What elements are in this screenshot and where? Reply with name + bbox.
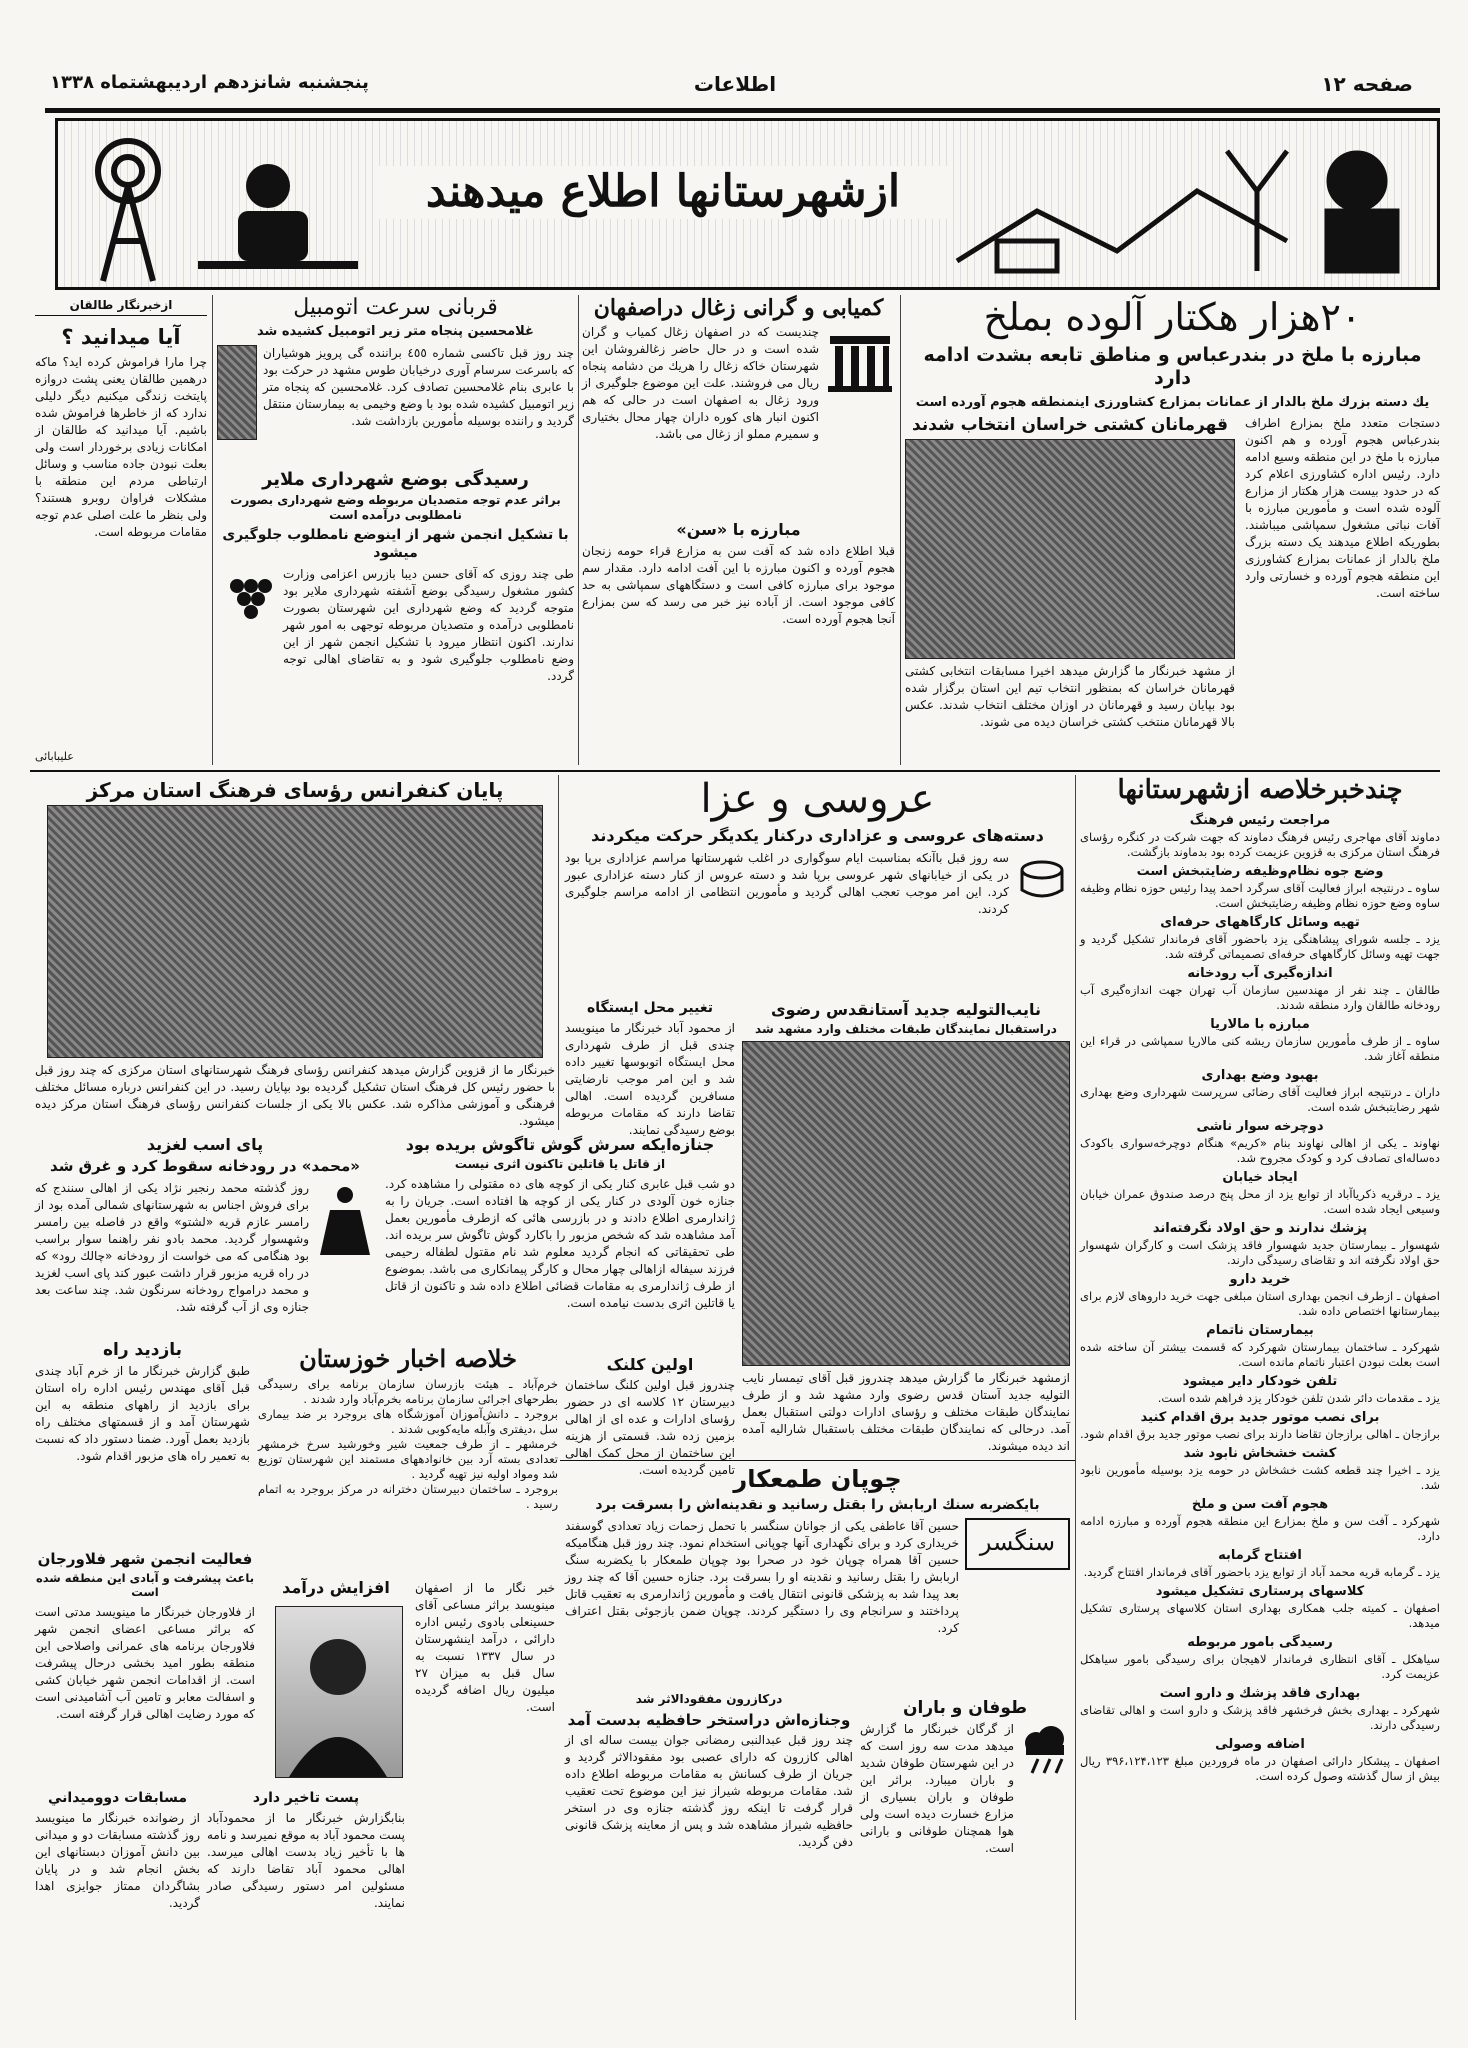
horse-section: [35, 1135, 375, 1335]
khuzestan-list: [258, 1377, 558, 1512]
summary-item-title: بهداری فاقد پزشك و دارو است: [1159, 1686, 1361, 1702]
page-number: صفحه ۱۲: [1321, 72, 1413, 96]
summary-item: [1080, 1169, 1440, 1217]
summary-item-body: دماوند آقای مهاجری رئیس فرهنگ دماوند که جهت شرکت در کنگره رؤسای فرهنگ استان مرکزی به قزوین عزیمت کرده بود بدماوند بازگشت.: [1080, 830, 1440, 860]
summary-item-body: شهرکرد ـ بهداری بخش فرخشهر فاقد پزشک و دارو است و اهالی تقاضای رسیدگی دارند.: [1080, 1703, 1440, 1733]
summary-item: [1080, 1067, 1440, 1115]
astan-subhead: دراستقبال نمایندگان طبقات مختلف وارد مشهد شد: [755, 1022, 1057, 1037]
grapes-icon: [217, 566, 277, 626]
summary-item: [1080, 914, 1440, 962]
kolang-section: [565, 1355, 735, 1478]
shepherd-section: [565, 1465, 1070, 1687]
conference-section: [35, 778, 555, 1130]
summary-item: [1080, 965, 1440, 1013]
corpse-subhead: از قاتل یا قاتلین تاکنون اثری نیست: [454, 1157, 666, 1172]
income-headline: افزایش درآمد: [282, 1578, 390, 1597]
kazerun-kicker: درکازرون مفقودالاثر شد: [635, 1692, 783, 1706]
malayer-subhead-2: با تشکیل انجمن شهر از اینوضع نامطلوب جلوگیری میشود: [222, 527, 569, 561]
khuzestan-item: خرم‌آباد ـ هیئت بازرسان سازمان برنامه برای رسیدگی بطرحهای اجرائی سازمان برنامه بخرم‌آباد وارد شدند .: [258, 1376, 558, 1406]
portrait-icon: [274, 1607, 402, 1777]
locust-subhead-2: یك دسته بزرك ملخ بالدار از عمانات بمزارع کشاورزی اینمنطقه هجوم آورده است: [915, 395, 1430, 411]
summary-item-title: بهبود وضع بهداری: [1201, 1068, 1319, 1084]
athletics-headline: مسابقات دووميداني: [48, 1790, 187, 1806]
wrestlers-photo: [905, 439, 1235, 659]
corpse-headline: جنازه‌ایکه سرش گوش تاگوش بریده بود: [405, 1135, 715, 1154]
post-body: بنابگزارش خبرنگار ما از محمودآباد پست محمود آباد به موقع نمیرسد و نامه ها با تأخیر زیاد بدست اهالی میرسد. اهالی محمود آباد تقاضا دارند که مسئولین امر دستور رسیدگی صادر نمایند.: [207, 1810, 405, 1910]
post-headline: پست تاخیر دارد: [252, 1790, 360, 1806]
summary-item-body: طالقان ـ چند نفر از مهندسین سازمان آب تهران جهت اندازه‌گیری آب رودخانه طالقان وارد منطقه شدند.: [1080, 983, 1440, 1013]
wrestling-headline: قهرمانان کشتی خراسان انتخاب شدند: [912, 415, 1228, 436]
summary-item-title: تلفن خودکار دایر میشود: [1182, 1374, 1338, 1390]
row-divider: [30, 770, 1440, 772]
summary-item-body: شهرکرد ـ آفت سن و ملخ بمزارع این منطقه هجوم آورده و مبارزه ادامه دارد.: [1080, 1514, 1440, 1544]
corpse-section: [385, 1135, 735, 1350]
summary-item-title: مبارزه با مالاریا: [1210, 1017, 1310, 1033]
storm-section: [860, 1698, 1070, 2014]
storm-body: از گرگان خبرنگار ما گزارش میدهد مدت سه روز است که در این شهرستان طوفان شدید و باران میبارد. براثر این طوفان و باران بسیاری از مزارع خسارت دیده است ولی هوا همچنان طوفانی و بارانی است.: [860, 1722, 1014, 1856]
malayer-headline: رسیدگی بوضع شهرداری ملایر: [262, 468, 529, 490]
summary-item-body: اصفهان ـ پیشکار دارائی اصفهان در ماه فروردین مبلغ ۳۹۶،۱۲۴،۱۲۳ ریال بیش از سال گذشته وصول کرده است.: [1080, 1754, 1440, 1784]
conference-headline: پایان کنفرانس رؤسای فرهنگ استان مرکز: [86, 778, 504, 802]
summary-item: [1080, 1685, 1440, 1733]
summary-item-title: بیمارستان ناتمام: [1206, 1323, 1314, 1339]
summary-item-body: سیاهکل ـ آقای انتظاری فرماندار لاهیجان برای رسیدگی بامور سیاهکل عزیمت کرد.: [1080, 1652, 1440, 1682]
summary-item-body: اصفهان ـ ازطرف انجمن بهداری استان مبلغی جهت خرید داروهای لازم برای بیمارستانها اختصاص داده شد.: [1080, 1289, 1440, 1319]
car-section: [217, 295, 574, 765]
summary-item-body: یزد ـ مقدمات دائر شدن تلفن خودکار یزد فراهم شده است.: [1157, 1391, 1440, 1406]
summary-item-body: برازجان ـ اهالی برازجان تقاضا دارند برای نصب موتور جدید برق اقدام شود.: [1080, 1427, 1440, 1442]
locust-headline: ۲۰هزار هکتار آلوده بملخ: [983, 295, 1362, 339]
astan-photo: [742, 1041, 1070, 1366]
horse-subhead: «محمد» در رودخانه سقوط کرد و غرق شد: [50, 1157, 360, 1176]
shepherd-headline: چوپان طمعکار: [733, 1465, 902, 1493]
issue-date: پنجشنبه شانزدهم اردیبهشتماه ۱۳۳۸: [50, 72, 369, 93]
summary-item-title: رسیدگی بامور مربوطه: [1187, 1635, 1333, 1651]
radio-tower-icon: [68, 131, 188, 281]
malayer-body: طی چند روزی که آقای حسن دیبا بازرس اعزامی وزارت کشور مشغول رسیدگی بوضع آشفته شهرداری ملایر بود متوجه گردید که وضع شهرداری این شهرستان بصورت نامطلوبی درآمده و متصدیان مربوطه توجهی به امور شهر ندارند. اکنون انتظار میرود با تشکیل انجمن شهر از این وضع نامطلوب جلوگیری شود و به تقاضای اهالی توجه گردد.: [283, 567, 574, 684]
summary-item: [1080, 1271, 1440, 1319]
station-headline: تغییر محل ایستگاه: [587, 1000, 713, 1016]
taleghan-body: چرا مارا فراموش کرده اید؟ ماکه درهمین طالقان یعنی پشت دروازه پایتخت زندگی میکنیم دیگر دلیلی ندارد که از خاطرها فراموش شده باشیم. آیا میدانید که طالقان از امکانات زیادی برخوردار است ولی بعلت نبودن جاده مناسب و وسائل ارتباطی مردم این منطقه با مشکلات فراوان روبرو هستند؟ ولی بنظر ما علت اصلی عدم توجه مقامات مربوطه است.: [35, 354, 207, 539]
taleghan-signature: علیبابائی: [35, 750, 74, 763]
horse-body: روز گذشته محمد رنجبر نژاد یکی از اهالی سنندج که برای فروش اجناس به شهرستانهای شمالی آمده بود از رامسر عازم قریه «لشتو» واقع در فاصله بین رامسر وشهسوار گردید. محمد بادو نفر راهنما سوار براسب بود هنگامی که می خواست از رودخانه «چالك رود» که در راه قریه مزبور قرار داشت عبور کند پای اسب لغزید و محمد درامواج رودخانه سرنگون شد. چند ساعت بعد جنازه وی از آب گرفته شد.: [35, 1180, 309, 1314]
summary-item: [1080, 1496, 1440, 1544]
summary-item: [1080, 1220, 1440, 1268]
wedding-section: [565, 775, 1070, 995]
kazerun-headline: وجنازه‌اش دراستخر حافظیه بدست آمد: [567, 1711, 851, 1729]
astan-section: [742, 1000, 1070, 1455]
locust-section: [905, 295, 1440, 765]
taleghan-headline: آیا میدانید ؟: [61, 325, 181, 350]
astan-body: ازمشهد خبرنگار ما گزارش میدهد چندروز قبل آقای تیمسار نایب التولیه جدید آستان قدس رضوی وارد مشهد شد و از طرف نمایندگان طبقات مختلف و رؤسای ادارات دولتی استقبال بعمل آمد. درحالی که نمایندگان طبقات مختلف باستقبال شارالیه آمده اند دیده میشوند.: [742, 1371, 1070, 1453]
summary-item: [1080, 1016, 1440, 1064]
taleghan-section: [35, 298, 207, 765]
summary-item-body: شهسوار ـ بیمارستان جدید شهسوار فاقد پزشک است و کارگران شهسوار حق اولاد نگرفته اند و تقاضای رسیدگی دارند.: [1080, 1238, 1440, 1268]
summary-item: [1080, 1736, 1440, 1784]
kazerun-section: [565, 1692, 853, 2014]
car-headline: قربانی سرعت اتومبیل: [293, 295, 498, 320]
summary-item: [1080, 1409, 1440, 1442]
kazerun-body: چند روز قبل عبدالنبی رمضانی جوان بیست ساله ای از اهالی کازرون که دارای عصبی بود مفقودالاثر گردید و جریان از طرف کسانش به مقامات مربوطه اطلاع داده شد. مقامات مربوطه شیراز نیز این موضوع تحت تعقیب قرار گرفت تا اینکه روز گذشته جنازه وی در استخر حافظیه شیراز مشاهده شد و پس از معاینه پزشک قانونی دفن گردید.: [565, 1733, 853, 1849]
charcoal-headline: کمیابی و گرانی زغال دراصفهان: [593, 295, 884, 321]
summary-item: [1080, 1445, 1440, 1493]
summary-item-body: شهرکرد ـ ساختمان بیمارستان شهرکرد که قسمت بیشتر آن ساخته شده است بعلت نبودن اعتبار ناتمام مانده است.: [1080, 1340, 1440, 1370]
summary-item: [1080, 1634, 1440, 1682]
astan-headline: نایب‌التولیه جدید آستانقدس رضوی: [771, 1000, 1041, 1019]
sunn-body: قبلا اطلاع داده شد که آفت سن به مزارع قراء حومه زنجان هجوم آورده و اکنون مبارزه با این آفت ادامه دارد. مقدار سم موجود برای مبارزه کافی است و دستگاههای سمپاشی به حد کافی موجود است. از آباده نیز خبر می رسد که سن بمزارع آنجا هجوم آورده است.: [582, 543, 895, 626]
drum-icon: [1015, 850, 1070, 905]
summary-item-title: پزشك ندارند و حق اولاد نگرفته‌اند: [1152, 1221, 1368, 1237]
khuzestan-item: بروجرد ـ دانش‌آموزان آموزشگاه های بروجرد بر ضد بیماری سل ،دیفتری وآبله مایه‌کوبی شدند .: [258, 1406, 558, 1436]
telegraph-illustration: [957, 131, 1417, 281]
typist-illustration: [198, 141, 358, 281]
summary-list: [1080, 809, 1440, 2020]
summary-item-body: نهاوند ـ یکی از اهالی نهاوند بنام «کریم» هنگام دوچرخه‌سواری باکودک ده‌ساله‌ای تصادف کرد و کودک مجروح شد.: [1080, 1136, 1440, 1166]
khuzestan-item: بروجرد ـ ساختمان دبیرستان دخترانه در مرکز بروجرد به اتمام رسید .: [258, 1481, 558, 1511]
locust-body: دستجات متعدد ملخ بمزارع اطراف بندرعباس هجوم آورده و هم اکنون مبارزه با ملخ در این منطقه وسیع ادامه دارد. رئیس اداره کشاورزی اعلام کرد که در حدود بیست هزار هکتار از مزارع آلوده شده است و مأمورین مبارزه با آفات نباتی مشغول سمپاشی میباشند. بطوریکه اطلاع میدهند یک دسته بزرگ ملخ بالدار از عمانات بمزارع کشاورزی این منطقه هجوم آورده و خسارتی وارد ساخته است.: [1245, 416, 1440, 601]
khuzestan-item: خرمشهر ـ از طرف جمعیت شیر وخورشید سرخ خرمشهر تعدادی بسته آرد بین خانوادههای مستمند این شهرستان توزیع شد ومواد اولیه نیز تهیه گردید .: [258, 1436, 558, 1481]
income-body: خبر نگار ما از اصفهان مینویسد براثر مساعی آقای حسینعلی بادوی رئیس اداره دارائی ، درآمد اینشهرستان در سال ۱۳۳۷ نسبت به سال قبل به میزان ۲۷ میلیون ریال اضافه گردیده است.: [415, 1581, 555, 1714]
conference-body: خبرنگار ما از قزوین گزارش میدهد کنفرانس رؤسای فرهنگ شهرستانهای استان مرکزی که چند روز قبل با حضور رئیس کل فرهنگ استان تشکیل گردیده بود بپایان رسید. در این کنفرانس درباره مسائل مختلف فرهنگی و آموزشی مذاکره شد. عکس بالا یکی از جلسات کنفرانس رؤسای فرهنگ استان مرکز دیده میشود.: [35, 1063, 555, 1128]
road-body: طبق گزارش خبرنگار ما از خرم آباد چندی قبل آقای مهندس رئیس اداره راه استان برای بازدید از راههای منطقه به این شهرستان آمد و از قسمتهای مختلف راه بازدید بعمل آورد. ضمنا دستور داد که نسبت به تعمیر راه های مزبور اقدام شود.: [35, 1364, 250, 1464]
station-body: از محمود آباد خبرنگار ما مینویسد چندی قبل از طرف شهرداری محل ایستگاه اتوبوسها تغییر داده شد و این امر موجب نارضایتی مسافرین گردیده است. اهالی تقاضا دارند که مقامات مربوطه بوضع رسیدگی نمایند.: [565, 1020, 735, 1137]
summary-item: [1080, 1547, 1440, 1580]
wedding-body: سه روز قبل باآنکه بمناسبت ایام سوگواری در اغلب شهرستانها مراسم عزاداری برپا بود در یکی از خیابانهای شهر عروسی برپا شد و دسته عروس از کنار دسته عزاداری عبور کرد. این امر موجب تعجب اهالی گردید و مأمورین انتظامی از ادامه مراسم جلوگیری کردند.: [565, 851, 1009, 916]
shepherd-body: حسین آقا عاطفی یکی از جوانان سنگسر با تحمل زحمات زیاد تعدادی گوسفند خریداری کرد و برای نگهداری آنها چوپانی استخدام نمود. چند روز قبل هنگامیکه حسین آقا همراه چوپان خود در صحرا بود چوپان طمعکار با یکضربه سنگ اربابش را بقتل رسانید و نقدینه او را بسرقت برد. جنازه حسین آقا که چند روز بعد پیدا شد به پزشکی قانونی انتقال یافت و مأمورین ژاندارمری به تعقیب قاتل پرداختند و سرانجام وی را دستگیر کردند. چوپان ضمن بازجوئی بقتل اعتراف کرد.: [565, 1519, 959, 1636]
summary-item-title: دوچرخه سوار ناشی: [1196, 1119, 1324, 1135]
shepherd-subhead: بایکضربه سنك اربابش را بقتل رسانید و نقدینه‌اش را بسرقت برد: [595, 1496, 1040, 1513]
post-section: [207, 1790, 405, 2015]
wedding-headline: عروسی و عزا: [700, 776, 935, 822]
divider: [560, 1460, 1075, 1461]
khuzestan-headline: خلاصه اخبار خوزستان: [299, 1344, 517, 1373]
kolang-body: چندروز قبل اولین کلنگ ساختمان دبیرستان ۱۲ کلاسه ای در حضور رؤسای ادارات و عده ای از اهالی بزمین زده شد. قسمتی از هزینه این ساختمان از محل کمک اهالی تامین گردیده است.: [565, 1378, 735, 1478]
falavarjan-headline: فعالیت انجمن شهر فلاورجان: [37, 1550, 253, 1568]
wedding-subhead: دسته‌های عروسی و عزاداری درکنار یکدیگر حرکت میکردند: [591, 826, 1044, 845]
car-photo: [217, 345, 257, 440]
athletics-body: از رضوانده خبرنگار ما مینویسد روز گذشته مسابقات دو و میدانی بین دانش آموزان دبستانهای این بخش انجام شد و در پایان بشاگردان ممتاز جوایزی اهدا گردید.: [35, 1810, 200, 1910]
khuzestan-section: [258, 1345, 558, 1573]
charcoal-section: [582, 295, 895, 765]
summary-item-body: یزد ـ گرمابه قریه محمد آباد از توابع یزد باحضور آقای فرماندار افتتاح گردید.: [1083, 1565, 1440, 1580]
summary-item-title: مراجعت رئیس فرهنگ: [1189, 813, 1331, 829]
horse-headline: پای اسب لغزید: [146, 1135, 264, 1154]
charcoal-body: چندیست که در اصفهان زغال کمیاب و گران شده است و در حال حاضر زغالفروشان این شهرستان خاکه زغال را هریك من دشامه پنجاه ریال می فروشند. علت این موضوع جلوگیری از ورود زغال به اصفهان است در حالی که هم اکنون انبار های کوره داران چهار محال بختیاری و سمیرم مملو از زغال می باشد.: [582, 325, 819, 442]
shepherd-location-tag: سنگسر: [965, 1518, 1070, 1570]
official-portrait: [275, 1606, 403, 1778]
summary-item-title: افتتاح گرمابه: [1218, 1548, 1302, 1564]
falavarjan-body: از فلاورجان خبرنگار ما مینویسد مدتی است که براثر مساعی اعضای انجمن شهر فلاورجان برنامه های عمرانی واصلاحی این منطقه بطور امید بخشی درحال پیشرفت است. از اقدامات انجمن شهر خیابان کشی و اسفالت معابر و تامین آب آشامیدنی است که مورد رضایت اهالی قرار گرفته است.: [35, 1604, 255, 1721]
corpse-body: دو شب قبل عابری کنار یکی از کوچه های ده مقتولی را مشاهده کرد. جنازه خون آلودی در کنار یکی از کوچه ها افتاده است. جریان را به ژاندارمری اطلاع دادند و در بازرسی هائی که ازطرف مأمورین بعمل آمد مشاهده شد که شخص مزبور را باکارد گوش تاگوش سر بریده اند. طی تحقیقاتی که انجام گردید معلوم شد نام مقتول لطفاله رحیمی فرزند سیفاله ازاهالی چهار محال و کارگر پیمانکاری می باشد. بموضوع از طرف ژاندارمری به مقامات قضائی اطلاع داده شد و تاکنون از قاتل یا قاتلین اثری بدست نیامده است.: [385, 1177, 735, 1311]
summary-item-title: وضع جوه نظام‌وظیفه رضایتبخش است: [1136, 864, 1384, 880]
section-banner: [55, 118, 1440, 290]
sunn-headline: مبارزه با «سن»: [676, 520, 801, 540]
summary-item-body: ساوه ـ درنتیجه ابراز فعالیت آقای سرگرد احمد پیدا رئیس حوزه نظام وظیفه ساوه وضع حوزه نظام وظیفه رضایتبخش است.: [1080, 881, 1440, 911]
summary-item: [1080, 1118, 1440, 1166]
banner-title: ازشهرستانها اطلاع میدهند: [378, 166, 948, 219]
horse-rider-icon: [315, 1180, 375, 1260]
summary-headline: چندخبرخلاصه ازشهرستانها: [1117, 775, 1403, 805]
car-body: چند روز قبل تاکسی شماره ٤٥٥ براننده گی پرویز هوشیاران که باسرعت سرسام آوری درخیابان طوس مشهد در حرکت بود با عابری بنام غلامحسین تصادف کرد. غلامحسین که پنجاه متر زیر اتومبیل کشیده شده بود با وضع وخیمی به بیمارستان منتقل گردید و راننده بوسیله مأمورین بازداشت شد.: [263, 345, 574, 428]
summary-item-body: ساوه ـ از طرف مأمورین سازمان ریشه کنی مالاریا سمپاشی در قراء این منطقه آغاز شد.: [1080, 1034, 1440, 1064]
car-subhead: غلامحسین پنجاه متر زیر اتومبیل کشیده شد: [257, 324, 534, 340]
newspaper-name: اطلاعات: [693, 72, 777, 96]
wrestling-body: از مشهد خبرنگار ما گزارش میدهد اخیرا مسابقات انتخابی کشتی قهرمانان خراسان که بمنظور انتخاب تیم این استان برگزار شده بود بپایان رسید و قهرمانان در اوزان مختلف انتخاب شدند. عکس بالا قهرمانان منتخب کشتی خراسان دیده می شوند.: [905, 664, 1235, 729]
summary-item-body: داران ـ درنتیجه ابراز فعالیت آقای رضائی سرپرست شهرداری وضع بهداری شهر رضایتبخش شده است.: [1080, 1085, 1440, 1115]
storm-cloud-icon: [1020, 1721, 1070, 1776]
summary-item-title: ایجاد خیابان: [1222, 1170, 1298, 1186]
summary-item-title: اندازه‌گیری آب رودخانه: [1187, 966, 1333, 982]
malayer-subhead: براثر عدم توجه متصدیان مربوطه وضع شهرداری بصورت نامطلوبی درآمده است: [230, 493, 561, 523]
summary-item-title: برای نصب موتور جدید برق اقدام کنید: [1140, 1410, 1380, 1426]
building-icon: [825, 324, 895, 394]
kolang-headline: اولین کلنک: [606, 1355, 694, 1374]
summary-item: [1080, 1322, 1440, 1370]
road-section: [35, 1340, 250, 1545]
falavarjan-subhead: باعث پیشرفت و آبادی این منطقه شده است: [35, 1571, 255, 1600]
summary-item-body: یزد ـ جلسه شورای پیشاهنگی یزد باحضور آقای فرماندار تشکیل گردید و جهت تهیه وسائل کارگاههای حرفه‌ای تصمیماتی گرفته شد.: [1080, 932, 1440, 962]
taleghan-byline: ازخبرنگار طالقان: [35, 298, 207, 316]
falavarjan-section: [35, 1550, 255, 1782]
summary-item: [1080, 1373, 1440, 1406]
masthead-rule: [45, 108, 1440, 113]
conference-photo: [47, 805, 543, 1058]
summary-item-title: کشت خشخاش نابود شد: [1183, 1446, 1337, 1462]
summary-item-title: کلاسهای پرستاری تشکیل میشود: [1155, 1584, 1365, 1600]
summary-item: [1080, 863, 1440, 911]
road-headline: بازدید راه: [102, 1340, 183, 1360]
summary-item: [1080, 812, 1440, 860]
athletics-section: [35, 1790, 200, 2015]
summary-item-body: اصفهان ـ کمیته جلب همکاری بهداری استان کلاسهای پرستاری تشکیل میدهد.: [1080, 1601, 1440, 1631]
station-section: [565, 1000, 735, 1137]
summary-item-body: یزد ـ درقریه ذکریاآباد از توابع یزد از محل پنج درصد صندوق عمران خیابان وسیعی ایجاد شده است.: [1080, 1187, 1440, 1217]
summary-item-title: خرید دارو: [1229, 1272, 1291, 1288]
locust-subhead: مبارزه با ملخ در بندرعباس و مناطق تابعه بشدت ادامه دارد: [923, 343, 1422, 390]
summary-item: [1080, 1583, 1440, 1631]
summary-section: [1080, 775, 1440, 2020]
summary-item-title: هجوم آفت سن و ملخ: [1191, 1497, 1329, 1513]
summary-item-body: یزد ـ اخیرا چند قطعه کشت خشخاش در حومه یزد بوسیله مأمورین نابود شد.: [1080, 1463, 1440, 1493]
storm-headline: طوفان و باران: [903, 1698, 1027, 1718]
summary-item-title: تهیه وسائل کارگاههای حرفه‌ای: [1160, 915, 1360, 931]
summary-item-title: اضافه وصولی: [1215, 1737, 1305, 1753]
